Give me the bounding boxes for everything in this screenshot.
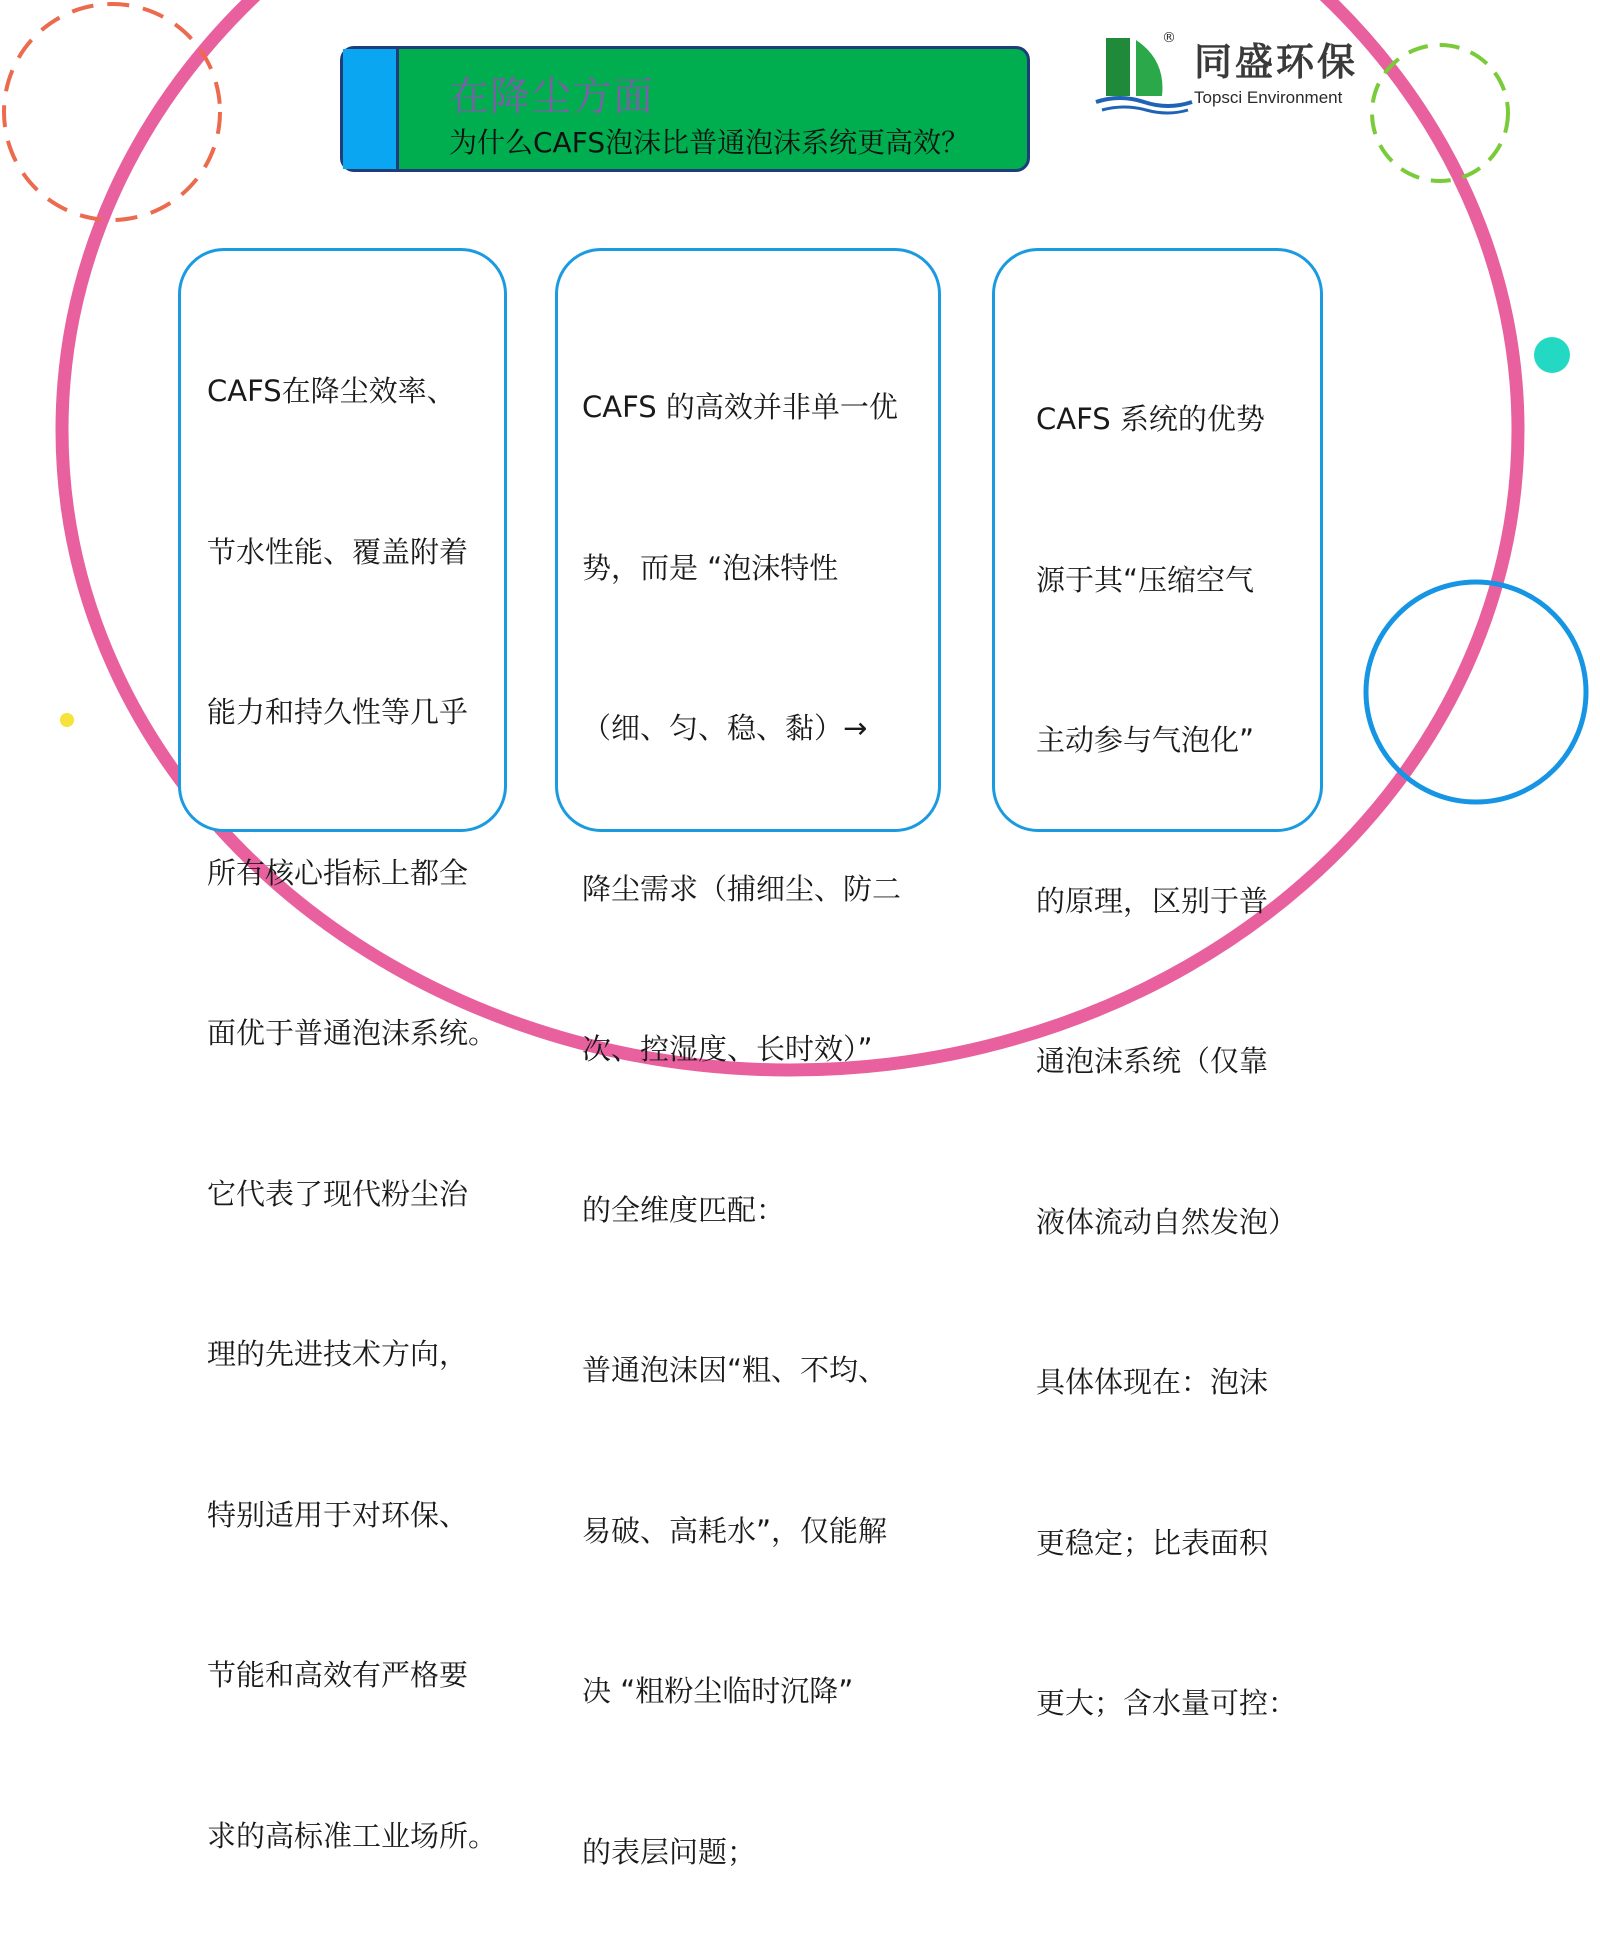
text-line: 它代表了现代粉尘治 bbox=[207, 1176, 469, 1211]
logo-sail-icon bbox=[1096, 30, 1192, 114]
text-line: （细、匀、稳、黏）→ bbox=[582, 711, 868, 745]
text-line: CAFS 的高效并非单一优 bbox=[582, 390, 898, 424]
text-line: 节水性能、覆盖附着 bbox=[207, 534, 469, 569]
text-line: 势，而是 “泡沫特性 bbox=[582, 550, 839, 585]
text-line: 次、控湿度、长时效）” bbox=[582, 1032, 873, 1066]
text-line: 所有核心指标上都全 bbox=[207, 855, 469, 890]
text-line: 特别适用于对环保、 bbox=[207, 1497, 469, 1532]
text-line: 液体流动自然发泡） bbox=[1036, 1204, 1298, 1239]
logo-english-name: Topsci Environment bbox=[1194, 88, 1343, 107]
blue-ring-decoration bbox=[1366, 582, 1586, 802]
card-advantage-text bbox=[1036, 286, 1297, 1784]
text-line: 求的高标准工业场所。 bbox=[207, 1818, 498, 1853]
registered-mark: ® bbox=[1162, 30, 1176, 46]
text-line: 节能和高效有严格要 bbox=[207, 1658, 469, 1692]
yellow-dot-decoration bbox=[60, 713, 74, 727]
text-line: 面优于普通泡沫系统。 bbox=[207, 1016, 498, 1050]
text-line: 源于其“压缩空气 bbox=[1036, 562, 1255, 597]
text-line: 的原理，区别于普 bbox=[1036, 883, 1269, 918]
header-banner bbox=[340, 46, 1030, 172]
card-efficiency-text bbox=[582, 274, 901, 1933]
teal-dot-decoration bbox=[1534, 337, 1570, 373]
text-line: 具体体现在：泡沫 bbox=[1036, 1365, 1269, 1399]
text-line: 易破、高耗水”，仅能解 bbox=[582, 1513, 888, 1548]
text-line: 的全维度匹配： bbox=[582, 1192, 786, 1227]
text-line: 理的先进技术方向， bbox=[207, 1337, 469, 1371]
text-line: 通泡沫系统（仅靠 bbox=[1036, 1044, 1269, 1078]
text-line: 更稳定；比表面积 bbox=[1036, 1525, 1269, 1560]
logo-company-name: 同盛环保 bbox=[1194, 40, 1359, 84]
card-summary-text bbox=[207, 258, 497, 1917]
header-subtitle: 为什么CAFS泡沫比普通泡沫系统更高效？ bbox=[449, 126, 970, 159]
text-line: 更大；含水量可控： bbox=[1036, 1686, 1298, 1720]
text-line: CAFS 系统的优势 bbox=[1036, 402, 1265, 436]
text-line: CAFS在降尘效率、 bbox=[207, 374, 456, 408]
header-accent-bar bbox=[343, 49, 399, 169]
text-line: 决 “粗粉尘临时沉降” bbox=[582, 1674, 854, 1708]
text-line: 主动参与气泡化” bbox=[1036, 723, 1255, 757]
text-line: 能力和持久性等几乎 bbox=[207, 695, 469, 729]
company-logo bbox=[1096, 30, 1416, 120]
text-line: 普通泡沫因“粗、不均、 bbox=[582, 1353, 888, 1387]
text-line: 降尘需求（捕细尘、防二 bbox=[582, 871, 902, 906]
header-title: 在降尘方面 bbox=[449, 74, 654, 120]
text-line: 的表层问题； bbox=[582, 1834, 757, 1869]
